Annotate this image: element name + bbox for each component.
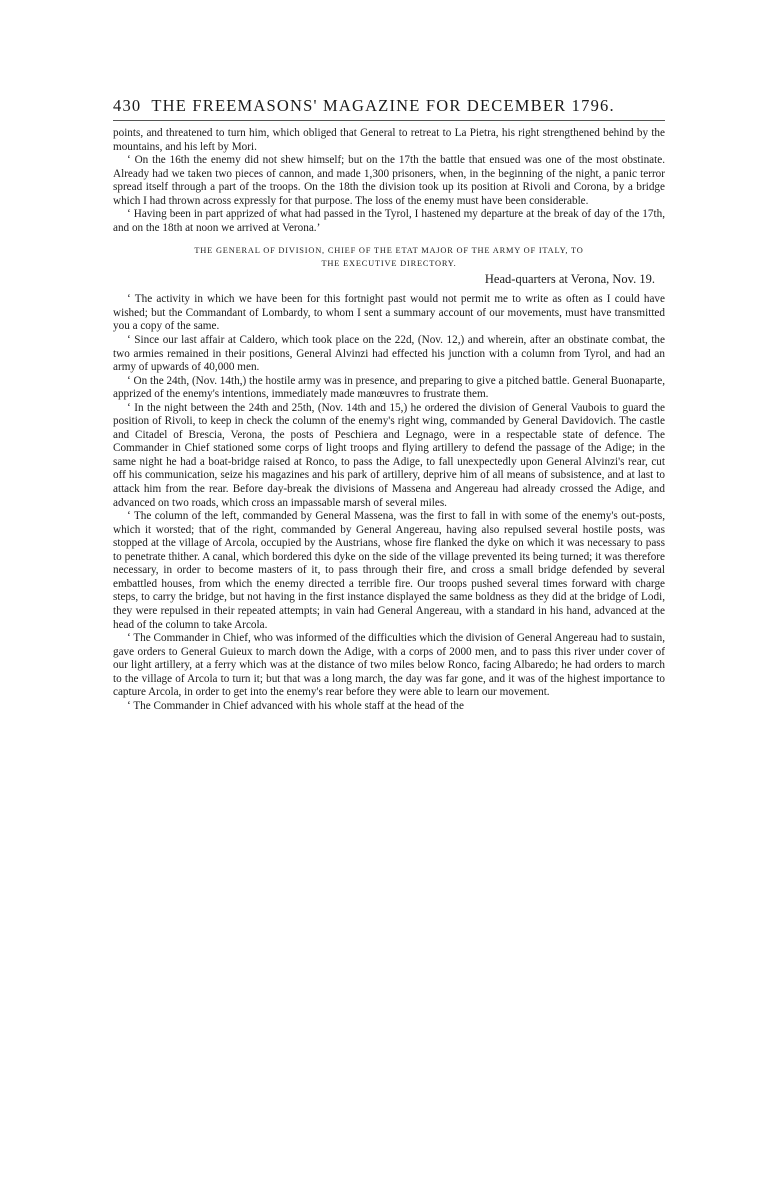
paragraph: points, and threatened to turn him, which obliged that General to retreat to La Pietra, his right strengthened behind by the mountains, and his left by Mori.: [113, 127, 665, 153]
magazine-page: [113, 96, 665, 713]
paragraph: ‘ The column of the left, commanded by General Massena, was the first to fall in with some of the enemy's out-posts, which it worsted; that of the right, commanded by General Angereau, having also repulsed several hostile posts, was stopped at the village of Arcola, occupied by the Austrians, whose fire flanked the dyke on which it was necessary to pass to penetrate thither. A canal, which bordered this dyke on the side of the village prevented its being turned; it was therefore necessary, in order to become masters of it, to pass through their fire, and cross a small bridge defended by several embattled houses, from which the enemy directed a terrible fire. Our troops pushed several times forward with charge steps, to carry the bridge, but not having in the first instance displayed the same boldness as they did at the bridge of Lodi, they were repulsed in their repeated attempts; in vain had General Angereau, with a standard in his hand, advanced at the head of the column to take Arcola.: [113, 510, 665, 631]
intro-text: [113, 127, 665, 235]
page-header: [113, 96, 665, 121]
running-title: THE FREEMASONS' MAGAZINE FOR DECEMBER 1796.: [151, 96, 615, 115]
paragraph: ‘ In the night between the 24th and 25th, (Nov. 14th and 15,) he ordered the division of General Vaubois to guard the position of Rivoli, to keep in check the column of the enemy's right wing, commanded by General Davidovich. The castle and Citadel of Brescia, Verona, the posts of Peschiera and Legnago, were in a respectable state of defence. The Commander in Chief stationed some corps of light troops and flying artillery to defend the passage of the Adige; in the same night he had a boat-bridge raised at Ronco, to pass the Adige, to fall unexpectedly upon General Alvinzi's rear, cut off his communication, seize his magazines and his park of artillery, deprive him of all means of subsistence, and at last to attack him from the rear. Before day-break the divisions of Massena and Angereau had already crossed the Adige, and advanced on two roads, which cross an impassable marsh of several miles.: [113, 401, 665, 509]
paragraph: ‘ Having been in part apprized of what had passed in the Tyrol, I hastened my departure at the break of day of the 17th, and on the 18th at noon we arrived at Verona.’: [113, 208, 665, 234]
page-number: 430: [113, 96, 142, 115]
paragraph: ‘ The activity in which we have been for this fortnight past would not permit me to write as often as I could have wished; but the Commandant of Lombardy, to whom I sent a summary account of our movements, must have transmitted you a copy of the same.: [113, 293, 665, 333]
paragraph: ‘ On the 16th the enemy did not shew himself; but on the 17th the battle that ensued was one of the most obstinate. Already had we taken two pieces of cannon, and made 1,300 prisoners, when, in the beginning of the night, a panic terror spread itself through a part of the troops. On the 18th the division took up its position at Rivoli and Corona, by a bridge which I had thrown across expressly for that purpose. The loss of the enemy must have been considerable.: [113, 154, 665, 207]
paragraph: ‘ On the 24th, (Nov. 14th,) the hostile army was in presence, and preparing to give a pitched battle. General Buonaparte, apprized of the enemy's intentions, immediately made manœuvres to frustrate them.: [113, 374, 665, 401]
paragraph: ‘ Since our last affair at Caldero, which took place on the 22d, (Nov. 12,) and wherein, after an obstinate combat, the two armies remained in their positions, General Alvinzi had effected his junction with a column from Tyrol, and had an army of upwards of 40,000 men.: [113, 334, 665, 374]
dateline: Head-quarters at Verona, Nov. 19.: [484, 272, 655, 287]
section-heading: [113, 244, 665, 270]
letter-section: [113, 244, 665, 713]
section-heading-line: THE EXECUTIVE DIRECTORY.: [321, 259, 457, 269]
paragraph: ‘ The Commander in Chief, who was informed of the difficulties which the division of General Angereau had to sustain, gave orders to General Guieux to march down the Adige, with a corps of 2000 men, and to pass this river under cover of our light artillery, at a ferry which was at the distance of two miles below Ronco, facing Albaredo; he had orders to march to the village of Arcola to turn it; but that was a long march, the day was far gone, and it was of the highest importance to capture Arcola, in order to get into the enemy's rear before they were able to learn our movement.: [113, 632, 666, 699]
section-heading-line: THE GENERAL OF DIVISION, CHIEF OF THE ETAT MAJOR OF THE ARMY OF ITALY, TO: [194, 246, 584, 256]
paragraph: ‘ The Commander in Chief advanced with his whole staff at the head of the: [127, 699, 464, 712]
